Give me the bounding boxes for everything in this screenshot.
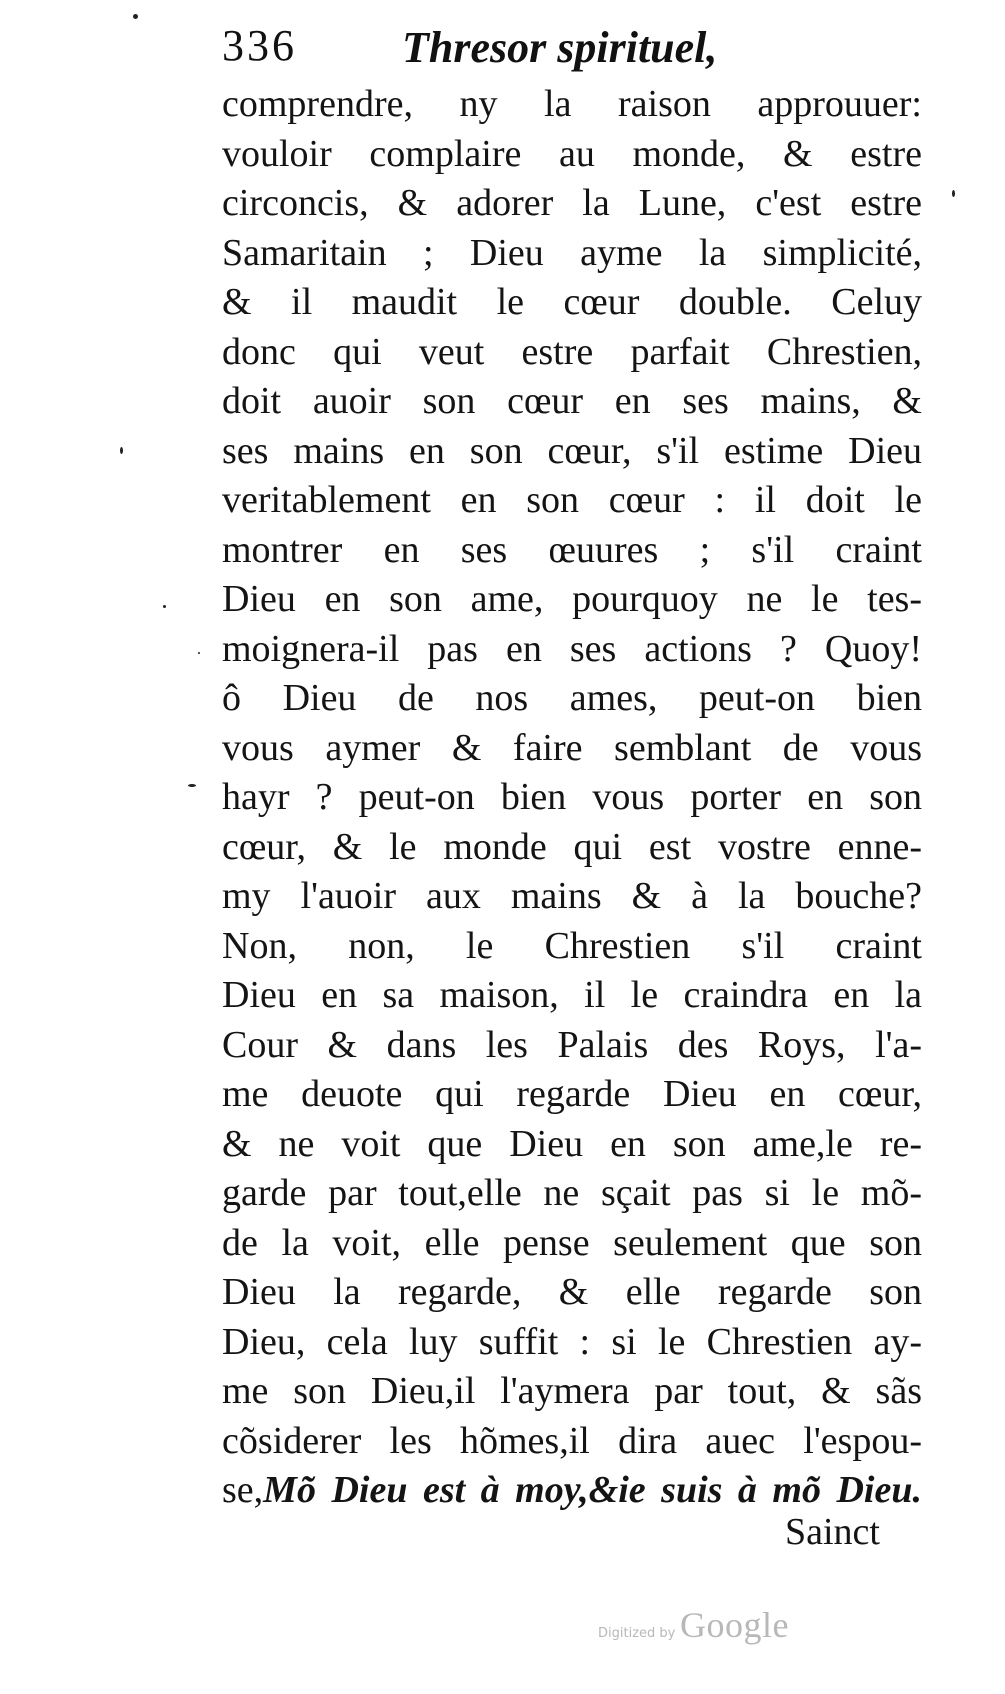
text-line: vous aymer & faire semblant de vous	[222, 726, 922, 769]
text-line: my l'auoir aux mains & à la bouche?	[222, 875, 922, 917]
text-line: Dieu la regarde, & elle regarde son	[222, 1271, 922, 1313]
text-line: Dieu en son ame, pourquoy ne le tes-	[222, 578, 922, 620]
text-line: vouloir complaire au monde, & estre	[222, 132, 922, 175]
watermark-prefix: Digitized by	[598, 1626, 676, 1641]
text-line: doit auoir son cœur en ses mains, &	[222, 380, 922, 422]
text-line: circoncis, & adorer la Lune, c'est estre	[222, 182, 922, 224]
text-line: me deuote qui regarde Dieu en cœur,	[222, 1073, 922, 1115]
ink-speck	[198, 652, 200, 654]
text-line-final	[222, 1466, 922, 1516]
text-line: garde par tout,elle ne sçait pas si le mõ-	[222, 1172, 922, 1214]
italic-quotation: Mõ Dieu est à moy,&ie suis à mõ Dieu.	[263, 1469, 922, 1511]
text-line: & il maudit le cœur double. Celuy	[222, 281, 922, 323]
text-line: moignera-il pas en ses actions ? Quoy!	[222, 627, 922, 670]
ink-speck	[188, 784, 196, 787]
text-line: Dieu, cela luy suffit : si le Chrestien ay-	[222, 1320, 922, 1363]
text-line: & ne voit que Dieu en son ame,le re-	[222, 1122, 922, 1165]
text-line: Non, non, le Chrestien s'il craint	[222, 924, 922, 967]
text-line: ses mains en son cœur, s'il estime Dieu	[222, 429, 922, 472]
text-line: hayr ? peut-on bien vous porter en son	[222, 776, 922, 818]
text-line: donc qui veut estre parfait Chrestien,	[222, 330, 922, 373]
text-line: cœur, & le monde qui est vostre enne-	[222, 825, 922, 868]
ink-speck	[133, 14, 138, 19]
ink-speck	[952, 190, 955, 197]
text-line: Dieu en sa maison, il le craindra en la	[222, 974, 922, 1016]
running-title: Thresor spirituel,	[402, 23, 718, 72]
final-line-prefix: se,	[222, 1469, 264, 1511]
text-line: de la voit, elle pense seulement que son	[222, 1221, 922, 1264]
page-number: 336	[222, 21, 297, 70]
text-line: montrer en ses œuures ; s'il craint	[222, 528, 922, 571]
page-header	[222, 14, 922, 74]
text-line: ô Dieu de nos ames, peut-on bien	[222, 677, 922, 719]
text-line: veritablement en son cœur : il doit le	[222, 479, 922, 521]
text-line: Samaritain ; Dieu ayme la simplicité,	[222, 231, 922, 274]
text-line: cõsiderer les hõmes,il dira auec l'espou-	[222, 1419, 922, 1462]
text-line: me son Dieu,il l'aymera par tout, & sãs	[222, 1370, 922, 1412]
ink-speck	[120, 447, 123, 454]
ink-speck	[163, 605, 166, 608]
text-line: comprendre, ny la raison approuuer:	[222, 83, 922, 125]
catchword: Sainct	[785, 1511, 880, 1553]
text-line: Cour & dans les Palais des Roys, l'a-	[222, 1023, 922, 1066]
watermark-brand: Google	[680, 1605, 789, 1645]
body-text	[222, 80, 922, 1516]
digitized-watermark	[598, 1604, 818, 1654]
